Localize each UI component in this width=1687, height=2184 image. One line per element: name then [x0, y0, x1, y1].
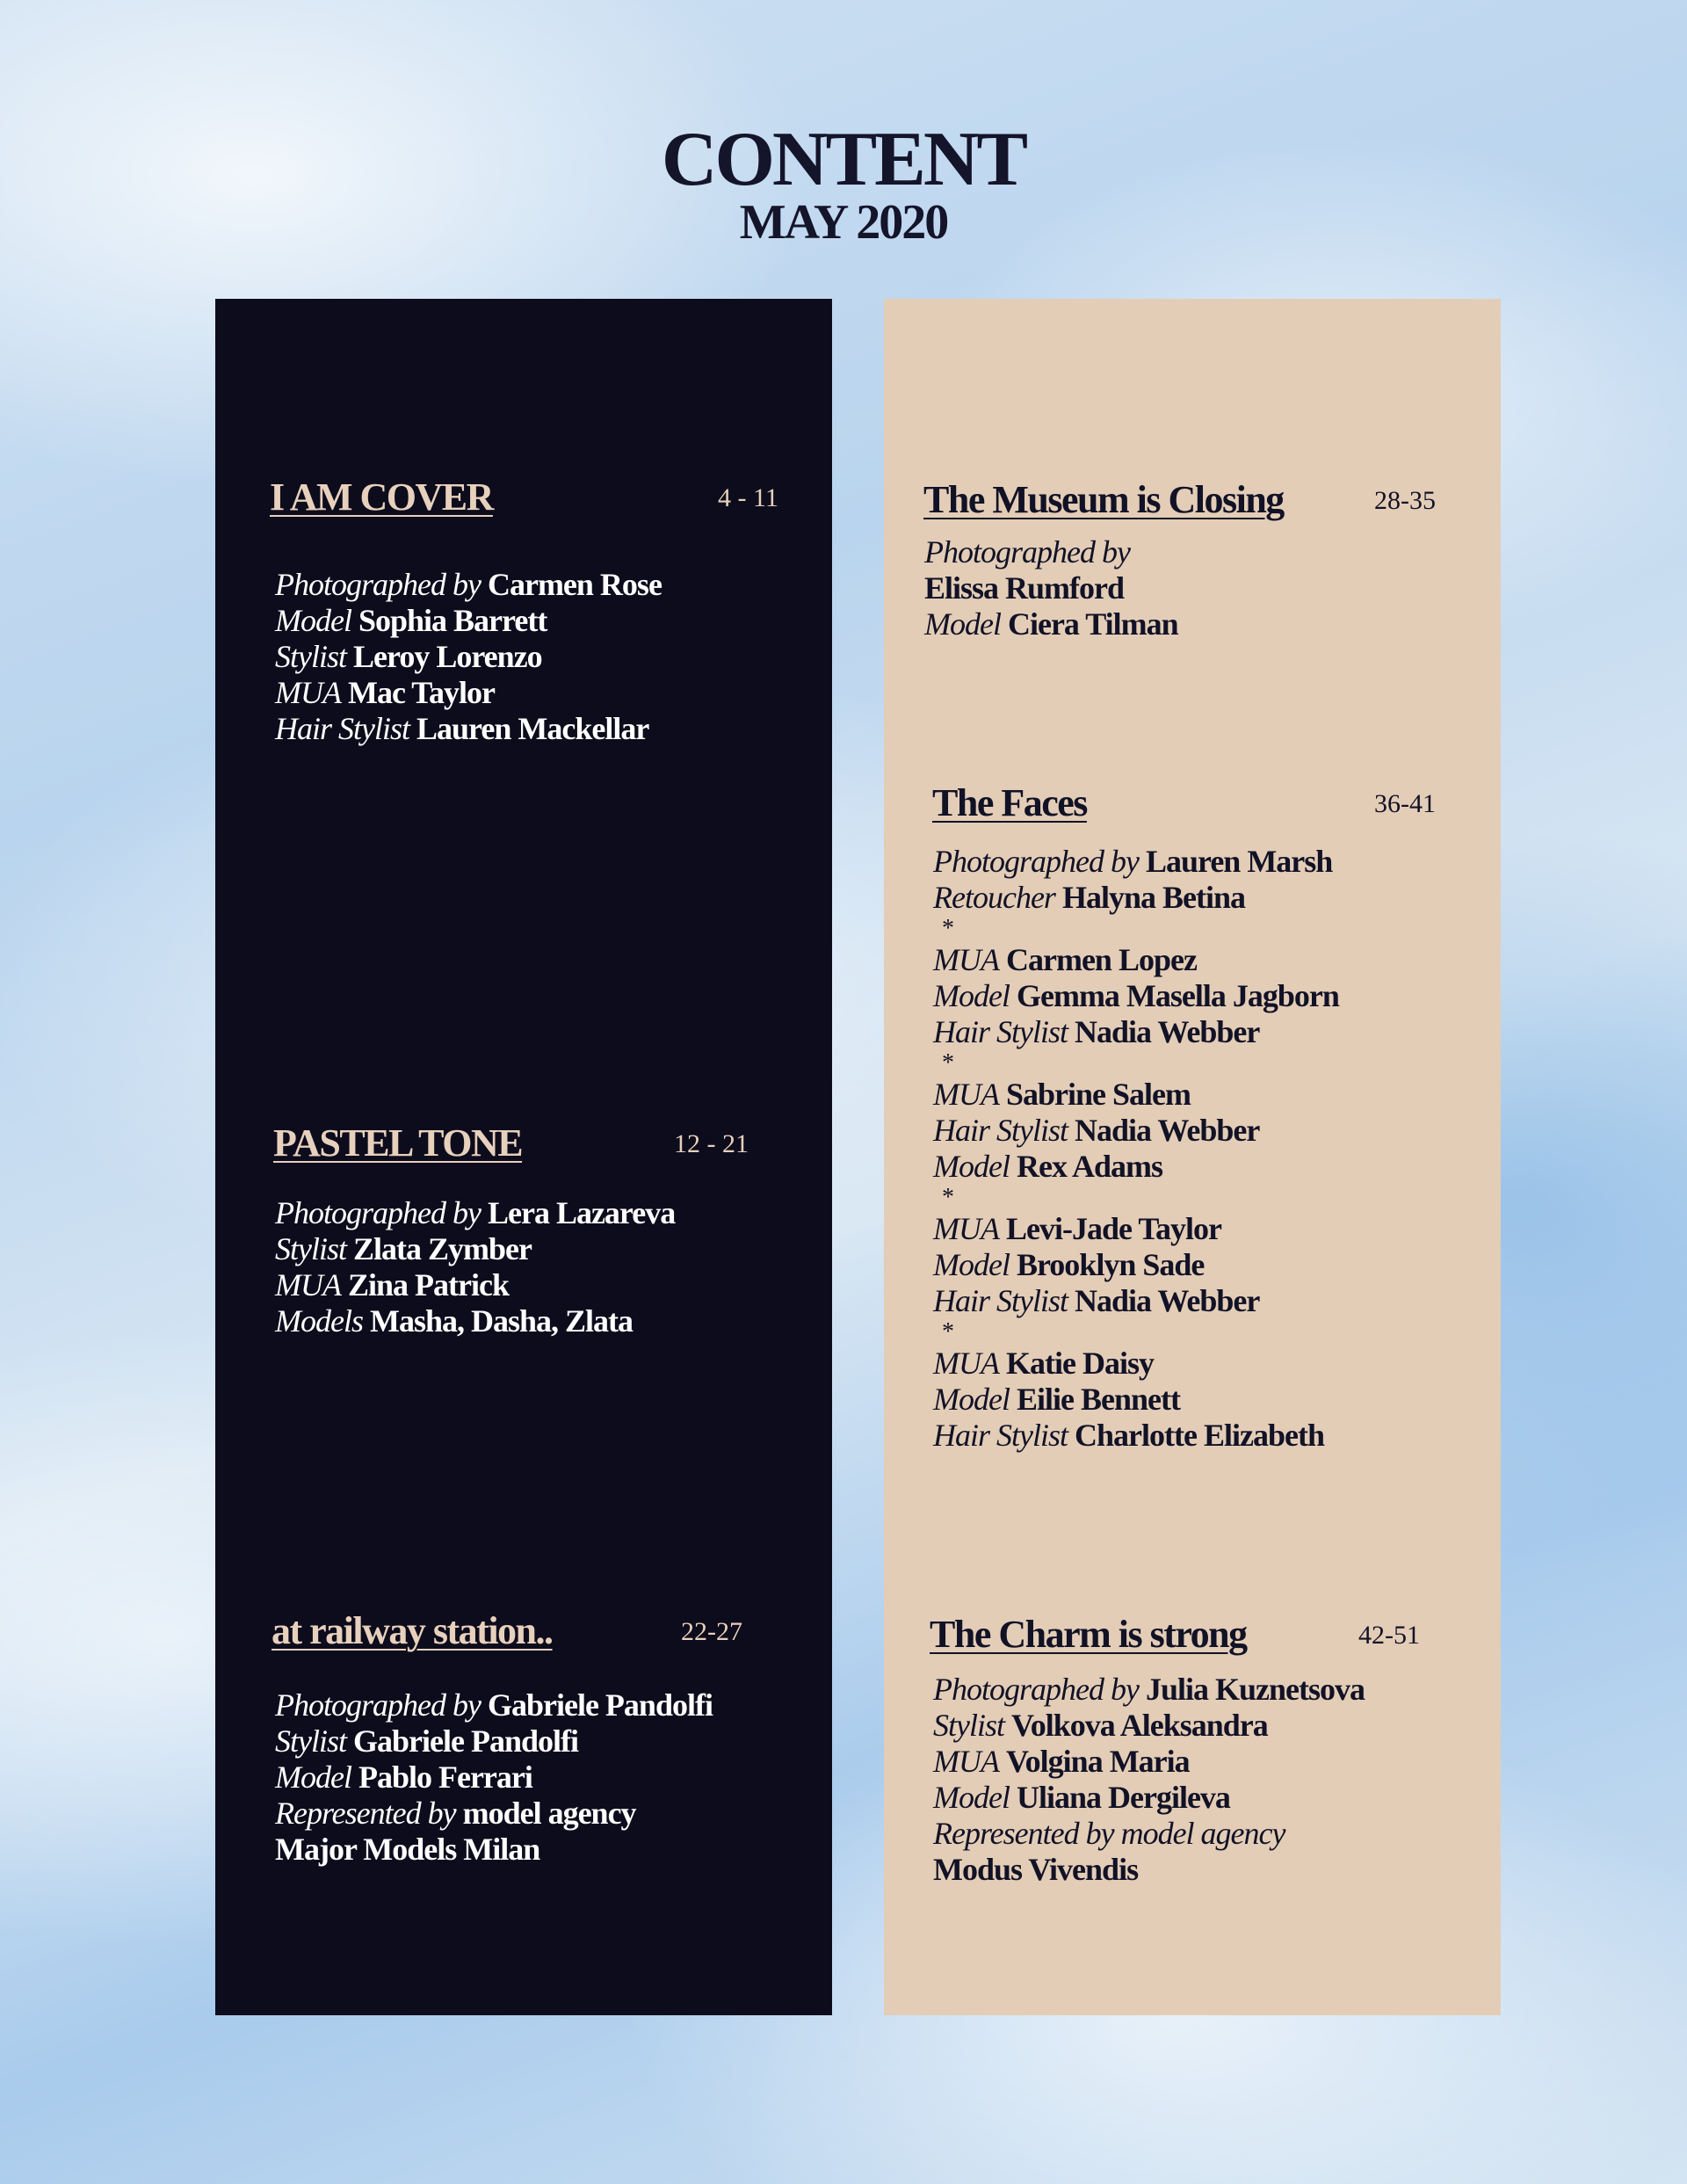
credit-role: Photographed by [275, 1195, 481, 1230]
credit-line [275, 1760, 892, 1796]
credit-line [933, 1708, 1550, 1744]
credit-role: Represented by [275, 1796, 456, 1831]
credit-role: Photographed by [924, 534, 1130, 570]
section-i-am-cover [215, 475, 832, 746]
credit-role: MUA [933, 1077, 999, 1112]
section-railway-station [215, 1608, 832, 1867]
credit-role: Hair Stylist [933, 1014, 1068, 1049]
credit-name: Uliana Dergileva [1016, 1780, 1230, 1815]
credit-role: MUA [933, 1744, 999, 1779]
credit-name: model agency [462, 1796, 636, 1831]
credit-role: Model [933, 978, 1010, 1013]
credit-role: Model [933, 1382, 1010, 1417]
credit-line [933, 978, 1550, 1014]
credit-line [275, 1267, 892, 1303]
credit-name: Major Models Milan [275, 1832, 540, 1867]
credits-list [275, 1195, 892, 1339]
credit-role: Photographed by [275, 1687, 481, 1723]
credit-role: Hair Stylist [933, 1418, 1068, 1453]
credit-line [933, 1852, 1550, 1888]
section-the-faces [884, 780, 1501, 1453]
credit-line [924, 606, 1541, 642]
section-header [215, 1608, 832, 1661]
credit-role: Photographed by [933, 844, 1139, 879]
credit-line [933, 1247, 1550, 1283]
credit-line [275, 639, 892, 675]
credit-name: Mac Taylor [347, 675, 495, 710]
credit-line [933, 1113, 1550, 1149]
credit-name: Lauren Mackellar [416, 711, 649, 746]
separator-asterisk: * [942, 915, 954, 942]
page-range: 22-27 [681, 1617, 742, 1646]
page-title: CONTENT [661, 117, 1026, 202]
credit-line [924, 534, 1541, 570]
credit-role: Model [933, 1247, 1010, 1282]
credit-name: Halyna Betina [1061, 880, 1245, 915]
credit-line [933, 1149, 1550, 1185]
credit-line [275, 1195, 892, 1231]
section-header [884, 780, 1501, 833]
page-range: 36-41 [1374, 789, 1436, 818]
page-range: 28-35 [1374, 486, 1436, 515]
credit-line [275, 711, 892, 747]
section-header [884, 1612, 1501, 1665]
credit-name: Carmen Lopez [1005, 942, 1197, 977]
credit-role: Stylist [275, 1723, 346, 1759]
credits-list [933, 844, 1550, 1454]
credit-role: MUA [933, 1346, 999, 1381]
credit-name: Julia Kuznetsova [1145, 1672, 1365, 1707]
credit-role: Model [924, 606, 1001, 642]
page-range: 4 - 11 [718, 483, 778, 512]
credit-name: Leroy Lorenzo [353, 639, 542, 674]
section-museum-closing [884, 477, 1501, 642]
credit-role: Represented by model agency [933, 1816, 1285, 1851]
credit-role: Hair Stylist [933, 1113, 1068, 1148]
credit-line [275, 1687, 892, 1723]
credit-line [275, 1832, 892, 1868]
credit-name: Levi-Jade Taylor [1005, 1211, 1222, 1246]
credit-role: Model [275, 1760, 351, 1795]
credit-role: Stylist [275, 639, 346, 674]
credit-name: Pablo Ferrari [358, 1760, 532, 1795]
section-title[interactable]: at railway station.. [272, 1609, 553, 1652]
credit-name: Volkova Aleksandra [1011, 1708, 1268, 1743]
credit-line [275, 1303, 892, 1339]
credit-line [933, 1418, 1550, 1454]
credit-name: Nadia Webber [1075, 1283, 1260, 1318]
credit-line [933, 844, 1550, 880]
credit-line [933, 1780, 1550, 1816]
page-range: 42-51 [1358, 1621, 1420, 1650]
section-pastel-tone [215, 1121, 832, 1339]
credits-list [275, 1687, 892, 1868]
credit-line [933, 1346, 1550, 1382]
credit-name: Katie Daisy [1005, 1346, 1154, 1381]
credits-list [933, 1672, 1550, 1888]
section-title[interactable]: PASTEL TONE [273, 1121, 523, 1165]
credit-line [933, 942, 1550, 978]
credit-line [933, 1382, 1550, 1418]
credit-line [924, 570, 1541, 606]
section-header [215, 475, 832, 527]
separator-asterisk: * [942, 1318, 954, 1346]
credit-name: Rex Adams [1016, 1149, 1162, 1184]
credit-name: Eilie Bennett [1016, 1382, 1180, 1417]
left-contents-panel [215, 299, 832, 2015]
separator-asterisk: * [942, 1184, 954, 1211]
credit-role: Stylist [933, 1708, 1004, 1743]
credit-name: Sabrine Salem [1005, 1077, 1191, 1112]
credit-name: Zlata Zymber [353, 1231, 532, 1266]
credit-line [933, 1211, 1550, 1247]
credit-name: Nadia Webber [1075, 1113, 1260, 1148]
faces-groups [933, 916, 1550, 1454]
credit-name: Gabriele Pandolfi [487, 1687, 713, 1723]
credit-role: Photographed by [275, 567, 481, 602]
credit-line [275, 675, 892, 711]
credit-name: Sophia Barrett [358, 603, 547, 638]
credit-line [933, 1744, 1550, 1780]
credit-name: Carmen Rose [487, 567, 662, 602]
credits-list [924, 534, 1541, 642]
credit-role: Model [933, 1780, 1010, 1815]
credit-name: Charlotte Elizabeth [1075, 1418, 1324, 1453]
credit-line [933, 1816, 1550, 1852]
credit-role: MUA [275, 1267, 341, 1302]
section-charm-strong [884, 1612, 1501, 1887]
credit-role: Photographed by [933, 1672, 1139, 1707]
credit-name: Modus Vivendis [933, 1852, 1139, 1887]
credit-line [933, 1077, 1550, 1113]
credit-role: Model [933, 1149, 1010, 1184]
credit-line [933, 1014, 1550, 1050]
section-header [215, 1121, 832, 1173]
credit-line [933, 1672, 1550, 1708]
credit-line [275, 567, 892, 603]
credit-name: Ciera Tilman [1007, 606, 1178, 642]
issue-date: MAY 2020 [739, 195, 948, 250]
credit-line [933, 1283, 1550, 1319]
credit-name: Gemma Masella Jagborn [1016, 978, 1339, 1013]
credit-line [275, 1796, 892, 1832]
section-title[interactable]: The Faces [932, 781, 1087, 824]
page-header [0, 117, 1687, 250]
section-header [884, 477, 1501, 530]
credit-name: Lera Lazareva [487, 1195, 676, 1230]
credit-name: Gabriele Pandolfi [353, 1723, 578, 1759]
credit-role: Hair Stylist [275, 711, 410, 746]
credit-role: Hair Stylist [933, 1283, 1068, 1318]
credit-name: Lauren Marsh [1145, 844, 1333, 879]
credit-line [275, 1231, 892, 1267]
section-title[interactable]: I AM COVER [270, 475, 493, 519]
credit-role: Retoucher [933, 880, 1055, 915]
page-range: 12 - 21 [674, 1129, 749, 1158]
credit-name: Brooklyn Sade [1016, 1247, 1205, 1282]
section-title[interactable]: The Museum is Closing [923, 478, 1284, 521]
credit-name: Volgina Maria [1005, 1744, 1190, 1779]
credit-name: Zina Patrick [347, 1267, 509, 1302]
credit-line [275, 1723, 892, 1760]
right-contents-panel [884, 299, 1501, 2015]
credit-name: Masha, Dasha, Zlata [369, 1303, 634, 1339]
credit-line [275, 603, 892, 639]
credit-role: Models [275, 1303, 363, 1339]
credit-role: MUA [933, 942, 999, 977]
credit-role: MUA [275, 675, 341, 710]
credit-role: Model [275, 603, 351, 638]
credit-line [933, 880, 1550, 916]
credit-role: Stylist [275, 1231, 346, 1266]
separator-asterisk: * [942, 1049, 954, 1077]
section-title[interactable]: The Charm is strong [930, 1613, 1247, 1656]
credit-name: Nadia Webber [1075, 1014, 1260, 1049]
credits-list [275, 567, 892, 747]
faces-intro-credits [933, 844, 1550, 916]
credit-name: Elissa Rumford [924, 570, 1125, 606]
credit-role: MUA [933, 1211, 999, 1246]
